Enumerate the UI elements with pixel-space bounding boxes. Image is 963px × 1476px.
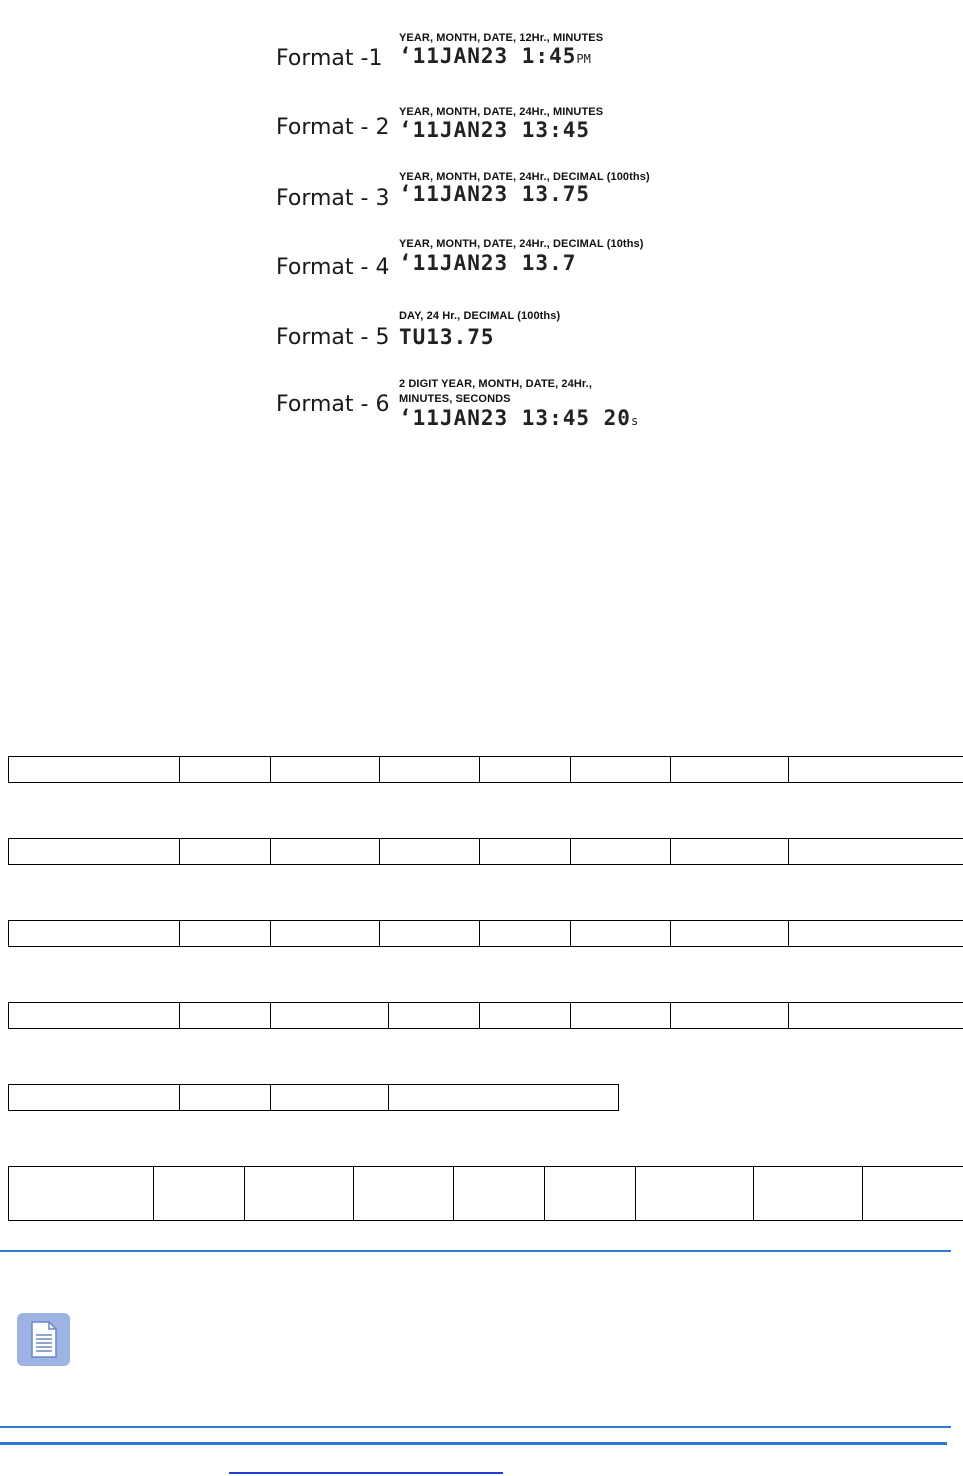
format-2-display (399, 118, 590, 142)
format-6-display (399, 406, 638, 430)
format-5-value: TU13.75 (399, 325, 495, 349)
note-bottom-rule (0, 1426, 951, 1428)
format-table-4 (8, 1002, 963, 1029)
format-3-value: ‘11JAN23 13.75 (399, 182, 591, 206)
format-1-caption: YEAR, MONTH, DATE, 12Hr., MINUTES (399, 32, 604, 44)
format-6-label: Format - 6 (276, 392, 390, 417)
format-2-caption: YEAR, MONTH, DATE, 24Hr., MINUTES (399, 106, 604, 118)
format-2-label: Format - 2 (276, 115, 390, 140)
format-6-caption (399, 377, 592, 407)
note-top-rule (0, 1250, 951, 1252)
format-3-display (399, 182, 590, 206)
format-4-display (399, 251, 576, 275)
format-4-label: Format - 4 (276, 255, 390, 280)
table-row (9, 1003, 963, 1029)
format-6-suffix: s (630, 414, 639, 428)
format-1-label: Format -1 (276, 46, 383, 71)
format-table-3 (8, 920, 963, 947)
format-5-display (399, 325, 495, 349)
table-row (9, 1167, 963, 1221)
format-table-5 (8, 1084, 619, 1111)
format-1-suffix: PM (576, 52, 591, 66)
format-4-value: ‘11JAN23 13.7 (399, 251, 577, 275)
format-2-value: ‘11JAN23 13:45 (399, 118, 591, 142)
table-row (9, 839, 963, 865)
table-row (9, 757, 963, 783)
table-row (9, 1085, 619, 1111)
format-1-display (399, 44, 591, 68)
format-6-caption-line-1: 2 DIGIT YEAR, MONTH, DATE, 24Hr., (399, 378, 592, 390)
footer-rule (0, 1442, 947, 1445)
format-table-6 (8, 1166, 963, 1221)
format-5-caption: DAY, 24 Hr., DECIMAL (100ths) (399, 310, 561, 322)
format-1-value: ‘11JAN23 1:45 (399, 44, 577, 68)
format-4-caption: YEAR, MONTH, DATE, 24Hr., DECIMAL (10ths) (399, 238, 644, 250)
footer-link-underline[interactable] (229, 1472, 503, 1474)
format-3-caption: YEAR, MONTH, DATE, 24Hr., DECIMAL (100ths) (399, 171, 650, 183)
format-6-value: ‘11JAN23 13:45 20 (399, 406, 631, 430)
format-5-label: Format - 5 (276, 325, 390, 350)
format-table-2 (8, 838, 963, 865)
format-6-caption-line-2: MINUTES, SECONDS (399, 393, 511, 405)
table-row (9, 921, 963, 947)
format-table-1 (8, 756, 963, 783)
document-note-icon (17, 1313, 70, 1366)
format-3-label: Format - 3 (276, 186, 390, 211)
